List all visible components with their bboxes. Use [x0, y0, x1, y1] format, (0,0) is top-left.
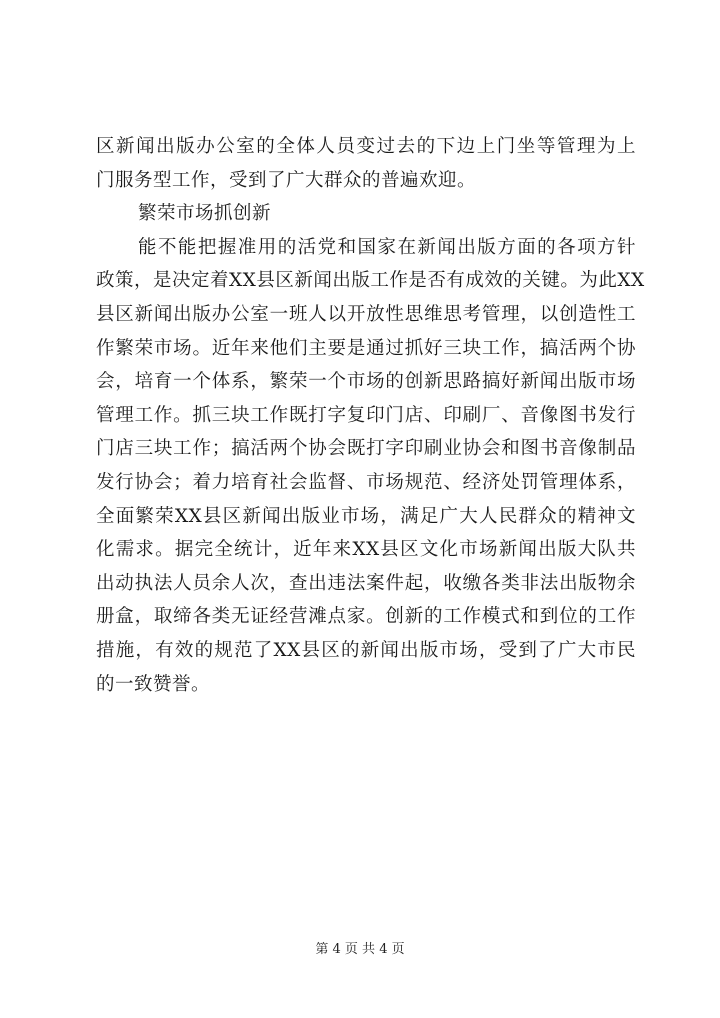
text-line: 册盒，取缔各类无证经营滩点家。创新的工作模式和到位的工作: [96, 606, 636, 628]
text-line: 的一致赞誉。: [96, 673, 211, 695]
paragraph: [96, 231, 645, 701]
text-line: 县区新闻出版办公室一班人以开放性思维思考管理，以创造性工: [96, 303, 636, 325]
text-line: 政策，是决定着XX县区新闻出版工作是否有成效的关键。为此XX: [96, 270, 645, 292]
text-line: 出动执法人员余人次，查出违法案件起，收缴各类非法出版物余: [96, 572, 636, 594]
paragraph: [96, 130, 636, 197]
text-line: 繁荣市场抓创新: [138, 203, 272, 225]
text-line: 作繁荣市场。近年来他们主要是通过抓好三块工作，搞活两个协: [96, 337, 636, 359]
text-line: 能不能把握准用的活党和国家在新闻出版方面的各项方针: [138, 236, 636, 258]
text-line: 发行协会；着力培育社会监督、市场规范、经济处罚管理体系，: [96, 471, 636, 493]
text-line: 全面繁荣XX县区新闻出版业市场，满足广大人民群众的精神文: [96, 505, 636, 527]
page-footer: [0, 938, 720, 957]
page-number: 第 4 页 共 4 页: [315, 942, 405, 957]
text-line: 门服务型工作，受到了广大群众的普遍欢迎。: [96, 169, 477, 191]
section-heading: [96, 197, 636, 231]
text-line: 区新闻出版办公室的全体人员变过去的下边上门坐等管理为上: [96, 136, 636, 157]
text-line: 管理工作。抓三块工作既打字复印门店、印刷厂、音像图书发行: [96, 404, 636, 426]
document-body: [96, 130, 645, 701]
text-line: 化需求。据完全统计，近年来XX县区文化市场新闻出版大队共: [96, 539, 636, 561]
text-line: 措施，有效的规范了XX县区的新闻出版市场，受到了广大市民: [96, 639, 636, 661]
text-line: 会，培育一个体系，繁荣一个市场的创新思路搞好新闻出版市场: [96, 371, 636, 393]
text-line: 门店三块工作；搞活两个协会既打字印刷业协会和图书音像制品: [96, 438, 636, 460]
